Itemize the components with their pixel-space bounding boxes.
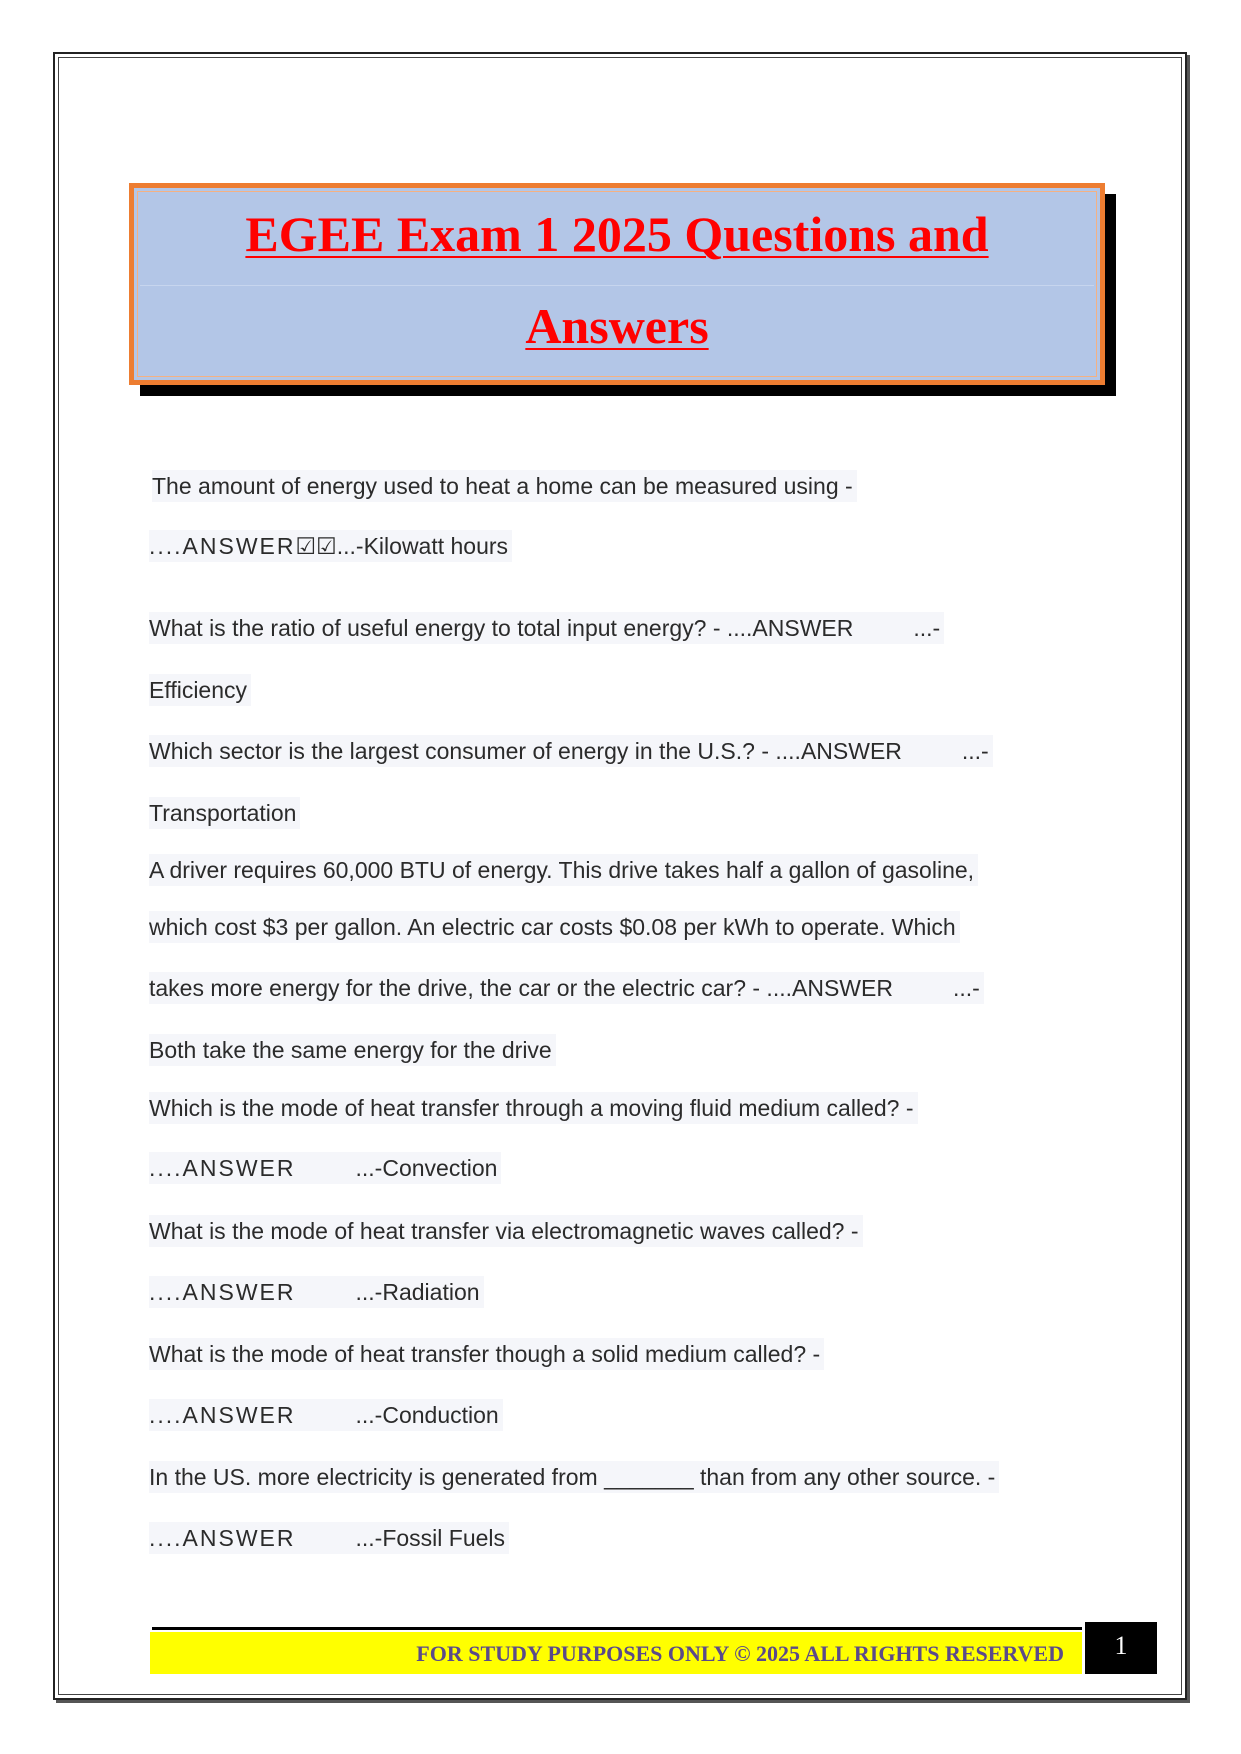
footer-rule: [152, 1627, 1082, 1630]
answer-text: Transportation: [149, 797, 300, 829]
question-text: Which is the mode of heat transfer through a moving fluid medium called? -: [149, 1092, 918, 1124]
answer-text: Efficiency: [149, 674, 251, 706]
page-title-line-1: EGEE Exam 1 2025 Questions and: [245, 206, 989, 262]
answer-text: ....ANSWER ...-Convection: [149, 1152, 501, 1184]
answer-text: ....ANSWER ...-Radiation: [149, 1276, 484, 1308]
answer-text: Both take the same energy for the drive: [149, 1034, 556, 1066]
answer-text: ....ANSWER☑☑...-Kilowatt hours: [149, 530, 512, 562]
question-text: In the US. more electricity is generated from _______ than from any other source. -: [149, 1461, 999, 1493]
checkbox-icon: ☑☑: [295, 533, 337, 559]
question-text: Which sector is the largest consumer of energy in the U.S.? - ....ANSWER ...-: [149, 735, 993, 767]
answer-text: ....ANSWER ...-Conduction: [149, 1399, 503, 1431]
question-text: What is the ratio of useful energy to total input energy? - ....ANSWER ...-: [149, 612, 944, 644]
question-text: which cost $3 per gallon. An electric car costs $0.08 per kWh to operate. Which: [149, 911, 960, 943]
page-title-line-2: Answers: [525, 298, 709, 354]
footer-band: [150, 1632, 1082, 1674]
question-text: What is the mode of heat transfer via electromagnetic waves called? -: [149, 1215, 863, 1247]
question-text: A driver requires 60,000 BTU of energy. This drive takes half a gallon of gasoline,: [149, 854, 978, 886]
title-divider: [140, 285, 1094, 286]
question-text: What is the mode of heat transfer though a solid medium called? -: [149, 1338, 824, 1370]
question-text: The amount of energy used to heat a home can be measured using -: [152, 470, 857, 502]
page-number: 1: [1085, 1622, 1157, 1674]
question-text: takes more energy for the drive, the car or the electric car? - ....ANSWER ...-: [149, 972, 984, 1004]
footer-notice: FOR STUDY PURPOSES ONLY © 2025 ALL RIGHTS RESERVED: [416, 1641, 1064, 1666]
answer-text: ....ANSWER ...-Fossil Fuels: [149, 1522, 509, 1554]
title-banner: [129, 183, 1105, 385]
